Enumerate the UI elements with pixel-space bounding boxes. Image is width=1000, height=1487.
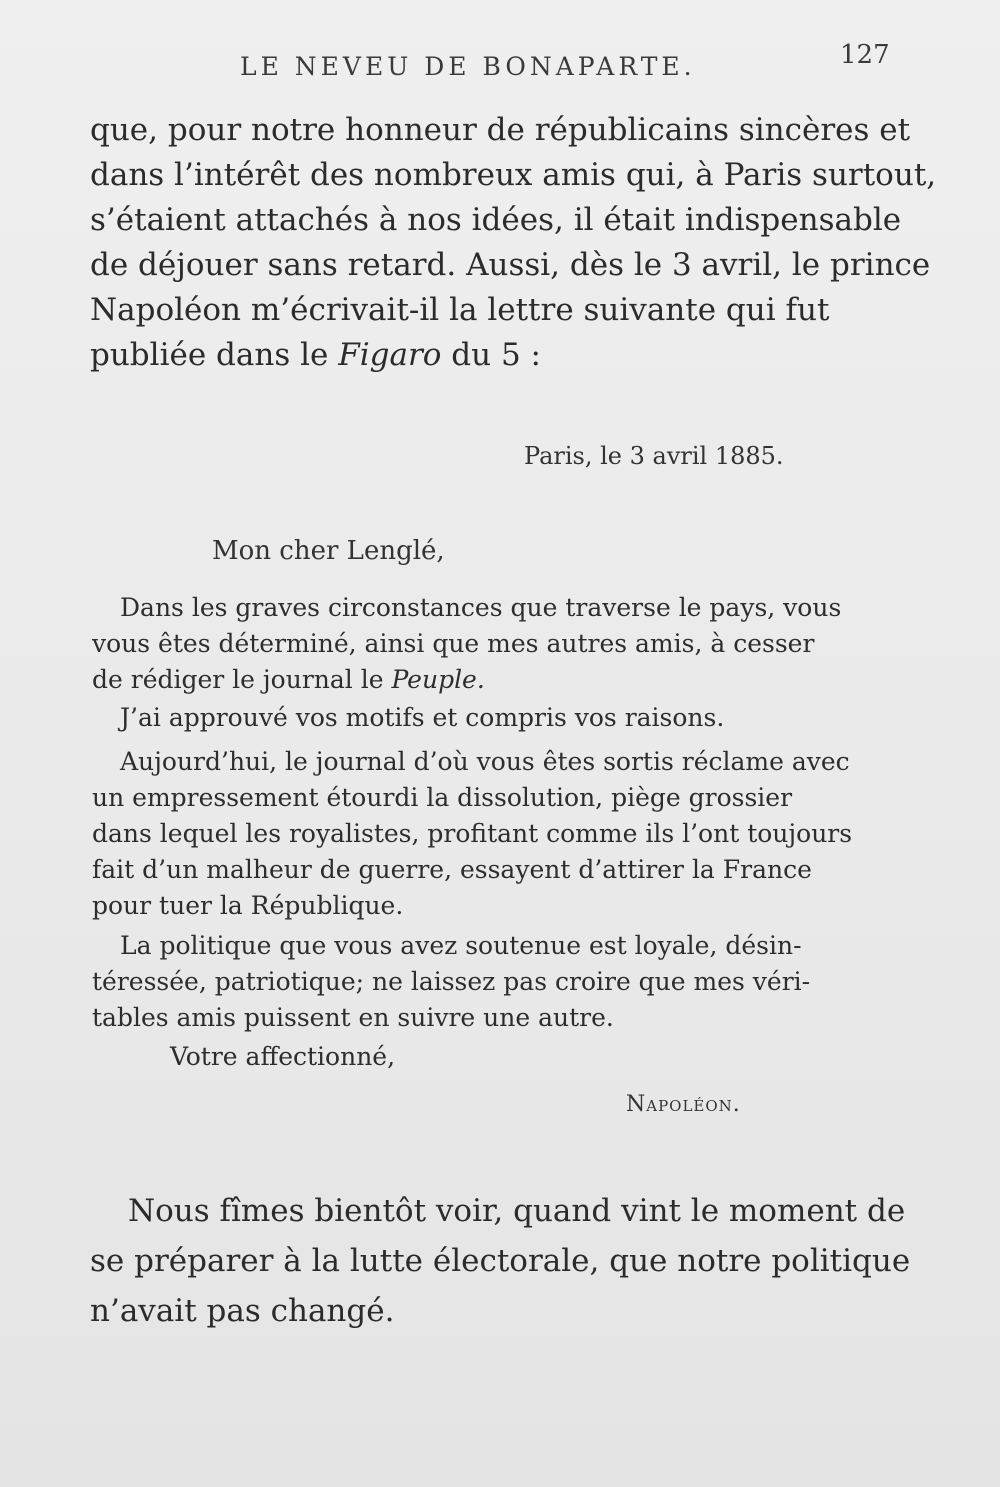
letter-line	[92, 662, 892, 698]
letter-closing: Votre affectionné,	[170, 1042, 396, 1071]
letter-line: pour tuer la République.	[92, 891, 404, 920]
final-paragraph	[90, 1186, 910, 1336]
final-line: se préparer à la lutte électorale, que notre politique	[90, 1243, 911, 1279]
intro-line: dans l’intérêt des nombreux amis qui, à Paris surtout,	[90, 157, 937, 193]
letter-line: Aujourd’hui, le journal d’où vous êtes sortis réclame avec	[120, 747, 850, 776]
running-title: LE NEVEU DE BONAPARTE.	[240, 52, 696, 81]
letter-paragraph-1	[92, 590, 892, 698]
letter-line: tables amis puissent en suivre une autre.	[92, 1003, 614, 1032]
intro-last-line	[90, 333, 890, 378]
intro-line: de déjouer sans retard. Aussi, dès le 3 avril, le prince	[90, 247, 931, 283]
intro-line: que, pour notre honneur de républicains sincères et	[90, 112, 911, 148]
letter-line: téressée, patriotique; ne laissez pas croire que mes véri-	[92, 967, 811, 996]
letter-paragraph-4	[92, 928, 892, 1036]
final-line: n’avait pas changé.	[90, 1293, 395, 1329]
letter-line: fait d’un malheur de guerre, essayent d’attirer la France	[92, 855, 812, 884]
intro-last-text-end: du 5 :	[441, 337, 541, 373]
letter-line-text: de rédiger le journal le	[92, 665, 392, 694]
letter-paragraph-3	[92, 744, 892, 924]
newspaper-title-figaro: Figaro	[338, 337, 442, 373]
letter-line: La politique que vous avez soutenue est loyale, désin-	[120, 931, 802, 960]
letter-line: vous êtes déterminé, ainsi que mes autres amis, à cesser	[92, 629, 815, 658]
letter-paragraph-2	[92, 700, 892, 736]
intro-last-text: publiée dans le	[90, 337, 339, 373]
intro-paragraph	[90, 108, 937, 378]
letter-line: dans lequel les royalistes, profitant comme ils l’ont toujours	[92, 819, 853, 848]
letter-line: Dans les graves circonstances que traverse le pays, vous	[120, 593, 842, 622]
newspaper-title-peuple: Peuple.	[391, 665, 485, 694]
letter-line: J’ai approuvé vos motifs et compris vos raisons.	[120, 703, 725, 732]
intro-line: Napoléon m’écrivait-il la lettre suivante qui fut	[90, 292, 830, 328]
page-number: 127	[840, 40, 890, 70]
letter-salutation: Mon cher Lenglé,	[212, 536, 445, 566]
letter-dateline: Paris, le 3 avril 1885.	[524, 442, 784, 470]
intro-line: s’étaient attachés à nos idées, il était indispensable	[90, 202, 902, 238]
letter-line: un empressement étourdi la dissolution, piège grossier	[92, 783, 793, 812]
final-line: Nous fîmes bientôt voir, quand vint le moment de	[128, 1193, 906, 1229]
letter-signature: Napoléon.	[626, 1092, 741, 1117]
